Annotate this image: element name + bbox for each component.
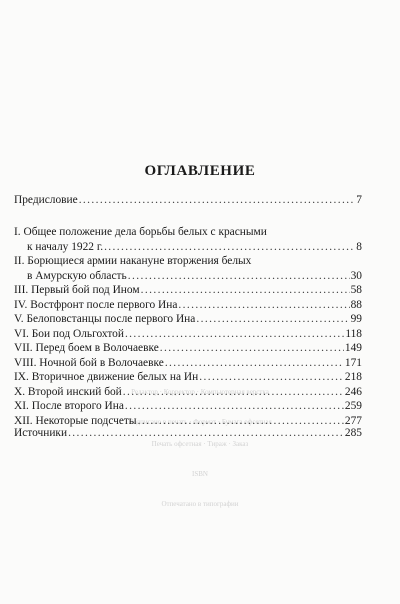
toc-entry-title: IV. Востфронт после первого Ина (14, 298, 178, 311)
toc-page-number: 218 (344, 371, 362, 383)
toc-entry-title-cont: в Амурскую область (27, 269, 127, 282)
leader-dots (178, 298, 349, 313)
leader-dots (196, 312, 349, 327)
toc-entry-title: XI. После второго Ина (14, 400, 124, 412)
toc-entry-title: V. Белоповстанцы после первого Ина (14, 313, 196, 325)
toc-entry-preface (14, 193, 362, 208)
toc-entry-title: XII. Некоторые подсчеты (14, 414, 137, 427)
toc-entry-v (14, 312, 362, 327)
toc-page-number: 259 (344, 400, 362, 412)
toc-page-number: 149 (344, 342, 362, 354)
toc-page-number: 99 (350, 313, 362, 325)
toc-entry-title: IX. Вторичное движение белых на Ин (14, 371, 199, 383)
bleed-through-text: Отпечатано в типографии (161, 500, 239, 508)
toc-page-number: 171 (344, 356, 362, 369)
toc-page-number: 7 (356, 194, 362, 206)
toc-entry-ix (14, 370, 362, 385)
toc-entry-x (14, 385, 362, 400)
page-title: ОГЛАВЛЕНИЕ (144, 163, 256, 179)
toc-entry-vii (14, 341, 362, 356)
toc-entry-title: III. Первый бой под Ином (14, 284, 140, 296)
toc-entry-ii (14, 254, 362, 283)
leader-dots (199, 370, 344, 385)
toc-entry-title: VIII. Ночной бой в Волочаевке (14, 356, 164, 369)
toc-entry-iii (14, 283, 362, 298)
leader-dots (125, 327, 344, 342)
toc-entry-xi (14, 399, 362, 414)
toc-page-number: 30 (350, 269, 362, 282)
toc-page-number: 246 (344, 385, 362, 398)
leader-dots (79, 193, 356, 208)
toc-page-number: 8 (356, 240, 362, 253)
bleed-through-text: Редактор · Корректор · Компьютерная верстка (131, 388, 269, 396)
leader-dots (125, 399, 344, 414)
leader-dots (104, 240, 355, 255)
toc-entry-vi (14, 327, 362, 342)
toc-page-number: 58 (350, 284, 362, 296)
leader-dots (123, 385, 344, 400)
leader-dots (165, 356, 344, 371)
toc-entry-iv (14, 298, 362, 313)
toc-page-number: 285 (344, 427, 362, 439)
leader-dots (128, 269, 350, 284)
leader-dots (68, 426, 344, 441)
leader-dots (160, 341, 344, 356)
bleed-through-text: ISBN (192, 470, 208, 478)
bleed-through-text: Печать офсетная · Тираж · Заказ (151, 440, 249, 448)
toc-entry-sources (14, 426, 362, 441)
toc-entry-title-cont: к началу 1922 г. (27, 240, 104, 253)
toc-entry-title: Источники (14, 427, 68, 439)
toc-list (14, 225, 362, 428)
toc-entry-title: VII. Перед боем в Волочаевке (14, 342, 159, 354)
toc-entry-title: X. Второй инский бой (14, 385, 122, 398)
toc-page-number: 88 (350, 298, 362, 311)
leader-dots (141, 283, 350, 298)
toc-entry-viii (14, 356, 362, 371)
toc-entry-i (14, 225, 362, 254)
toc-page-number: 118 (345, 327, 362, 340)
toc-entry-title: VI. Бои под Ольгохтой (14, 327, 124, 340)
toc-page-number: 277 (344, 414, 362, 427)
toc-entry-title: II. Борющиеся армии накануне вторжения белых (14, 255, 252, 267)
toc-entry-title: Предисловие (14, 194, 78, 206)
bleed-through-text: Подписано в печать · Формат · Бумага офсетная (128, 418, 272, 426)
toc-entry-title: I. Общее положение дела борьбы белых с красными (14, 226, 267, 238)
